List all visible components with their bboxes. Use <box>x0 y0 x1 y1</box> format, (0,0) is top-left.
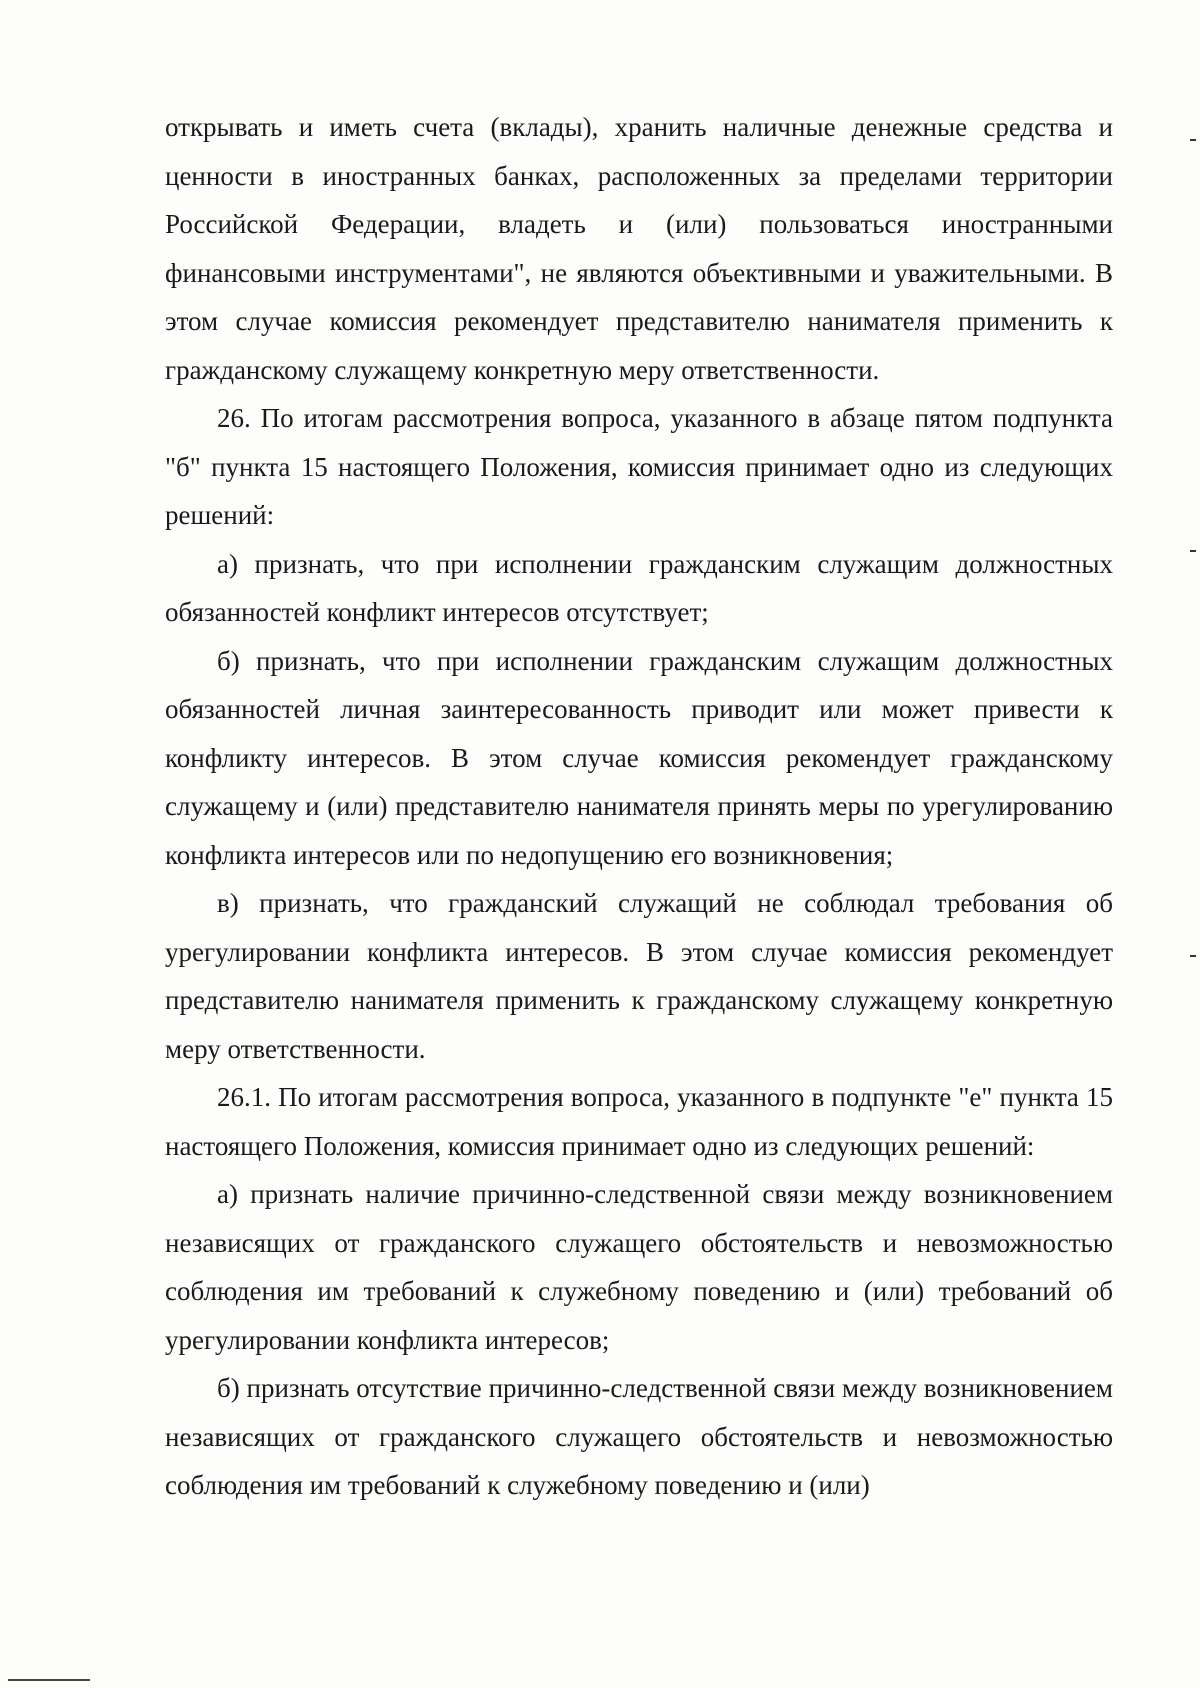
paragraph-26-a: а) признать, что при исполнении гражданским служащим должностных обязанностей конфликт интересов отсутствует; <box>165 548 1113 627</box>
footer-scan-line <box>8 1679 90 1681</box>
paragraph-26: 26. По итогам рассмотрения вопроса, указанного в абзаце пятом подпункта "б" пункта 15 настоящего Положения, комиссия принимает одно из следующих решений: <box>165 403 1113 530</box>
paragraph-26-1: 26.1. По итогам рассмотрения вопроса, указанного в подпункте "е" пункта 15 настоящего Положения, комиссия принимает одно из следующих решений: <box>165 1082 1113 1161</box>
paragraph-continuation: открывать и иметь счета (вклады), хранить наличные денежные средства и ценности в иностранных банках, расположенных за пределами территории Российской Федерации, владеть и (или) пользоваться иностранными финансовыми инструментами", не являются объективными и уважительными. В этом случае комиссия рекомендует представителю нанимателя применить к гражданскому служащему конкретную меру ответственности. <box>165 112 1113 385</box>
paragraph-26-1-b: б) признать отсутствие причинно-следственной связи между возникновением независящих от гражданского служащего обстоятельств и невозможностью соблюдения им требований к служебному поведению и (или) <box>165 1373 1113 1500</box>
paragraph-26-v: в) признать, что гражданский служащий не соблюдал требования об урегулировании конфликта интересов. В этом случае комиссия рекомендует представителю нанимателя применить к гражданскому служащему конкретную меру ответственности. <box>165 888 1113 1064</box>
scan-mark-middle <box>1190 550 1196 552</box>
paragraph-26-b: б) признать, что при исполнении гражданским служащим должностных обязанностей личная заинтересованность приводит или может привести к конфликту интересов. В этом случае комиссия рекомендует гражданскому служащему и (или) представителю нанимателя принять меры по урегулированию конфликта интересов или по недопущению его возникновения; <box>165 645 1113 870</box>
paragraph-26-1-a: а) признать наличие причинно-следственной связи между возникновением независящих от гражданского служащего обстоятельств и невозможностью соблюдения им требований к служебному поведению и (или) требований об урегулировании конфликта интересов; <box>165 1179 1113 1355</box>
scan-mark-lower <box>1190 955 1196 957</box>
scan-mark-top <box>1190 139 1196 141</box>
document-body <box>165 103 1113 1510</box>
